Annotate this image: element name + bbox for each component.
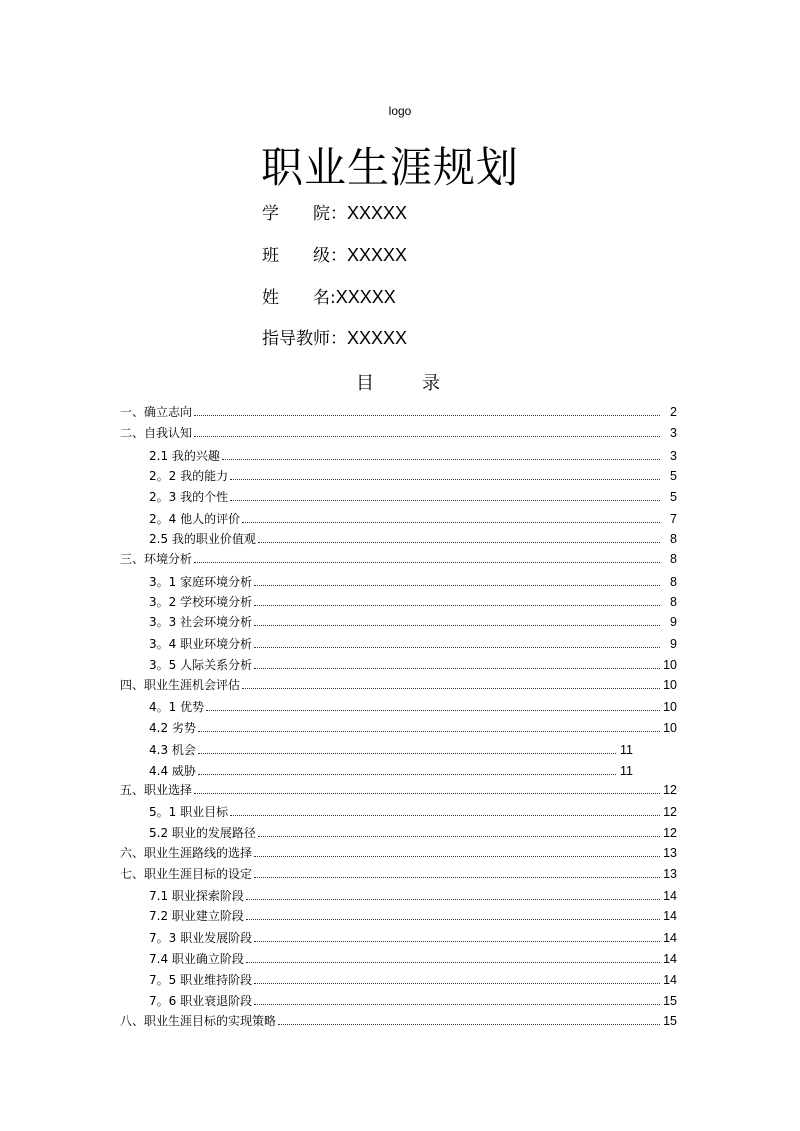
toc-entry-title: 5。1 职业目标 bbox=[149, 805, 229, 819]
toc-entry[interactable] bbox=[149, 930, 677, 946]
toc-entry-title: 7.2 职业建立阶段 bbox=[149, 909, 244, 923]
toc-entry-page-number: 14 bbox=[663, 952, 677, 966]
info-label: 学 院： bbox=[262, 204, 347, 224]
toc-entry-page-number: 15 bbox=[663, 1014, 677, 1028]
toc-dot-leader bbox=[246, 898, 660, 900]
toc-dot-leader bbox=[254, 624, 660, 626]
toc-entry[interactable] bbox=[120, 677, 677, 693]
toc-entry[interactable] bbox=[149, 448, 677, 464]
toc-dot-leader bbox=[230, 814, 660, 816]
toc-dot-leader bbox=[194, 414, 660, 416]
toc-entry[interactable] bbox=[149, 657, 677, 673]
toc-dot-leader bbox=[206, 709, 660, 711]
logo: logo bbox=[388, 104, 412, 118]
toc-dot-leader bbox=[242, 687, 660, 689]
toc-entry-page-number: 11 bbox=[620, 764, 633, 778]
info-label: 班 级： bbox=[262, 246, 347, 266]
toc-entry[interactable] bbox=[120, 425, 677, 441]
toc-heading bbox=[356, 372, 440, 396]
info-value: XXXXX bbox=[347, 245, 408, 265]
toc-entry-page-number: 13 bbox=[663, 846, 677, 860]
toc-entry-page-number: 13 bbox=[663, 867, 677, 881]
toc-entry[interactable] bbox=[120, 551, 677, 567]
toc-entry-page-number: 2 bbox=[670, 405, 677, 419]
info-value: XXXXX bbox=[335, 287, 396, 307]
toc-entry-page-number: 8 bbox=[670, 575, 677, 589]
toc-entry-title: 六、职业生涯路线的选择 bbox=[120, 846, 253, 860]
toc-entry[interactable] bbox=[149, 804, 677, 820]
toc-dot-leader bbox=[194, 792, 660, 794]
info-label: 指导教师： bbox=[262, 329, 347, 349]
toc-entry[interactable] bbox=[149, 763, 633, 779]
toc-dot-leader bbox=[258, 835, 660, 837]
toc-entry-page-number: 8 bbox=[670, 552, 677, 566]
toc-entry-title: 7.4 职业确立阶段 bbox=[149, 952, 244, 966]
toc-entry[interactable] bbox=[120, 782, 677, 798]
toc-entry-title: 八、职业生涯目标的实现策略 bbox=[120, 1014, 277, 1028]
toc-entry-page-number: 3 bbox=[670, 426, 677, 440]
toc-entry[interactable] bbox=[149, 614, 677, 630]
toc-dot-leader bbox=[258, 541, 660, 543]
info-value: XXXXX bbox=[347, 203, 408, 223]
toc-dot-leader bbox=[254, 855, 660, 857]
toc-entry[interactable] bbox=[120, 404, 677, 420]
info-row-advisor bbox=[262, 325, 407, 351]
toc-dot-leader bbox=[254, 604, 660, 606]
info-row-college bbox=[262, 200, 407, 226]
toc-entry[interactable] bbox=[149, 951, 677, 967]
toc-entry-page-number: 14 bbox=[663, 889, 677, 903]
toc-heading-char: 目 bbox=[356, 373, 374, 394]
toc-entry-title: 一、确立志向 bbox=[120, 405, 193, 419]
toc-entry[interactable] bbox=[149, 511, 677, 527]
toc-entry[interactable] bbox=[149, 908, 677, 924]
toc-entry[interactable] bbox=[149, 742, 633, 758]
toc-entry[interactable] bbox=[149, 636, 677, 652]
toc-entry-page-number: 10 bbox=[663, 658, 677, 672]
toc-dot-leader bbox=[198, 773, 616, 775]
toc-entry[interactable] bbox=[149, 594, 677, 610]
toc-entry[interactable] bbox=[120, 845, 677, 861]
info-value: XXXXX bbox=[347, 328, 408, 348]
toc-dot-leader bbox=[230, 499, 660, 501]
info-row-class bbox=[262, 242, 407, 268]
info-row-name bbox=[262, 284, 396, 310]
toc-entry-title: 2.1 我的兴趣 bbox=[149, 449, 220, 463]
toc-entry-title: 2。4 他人的评价 bbox=[149, 512, 241, 526]
toc-entry-title: 3。3 社会环境分析 bbox=[149, 615, 253, 629]
toc-entry-title: 2。3 我的个性 bbox=[149, 490, 229, 504]
toc-dot-leader bbox=[230, 478, 660, 480]
toc-entry[interactable] bbox=[149, 468, 677, 484]
toc-dot-leader bbox=[222, 458, 660, 460]
toc-entry-title: 四、职业生涯机会评估 bbox=[120, 678, 241, 692]
toc-dot-leader bbox=[254, 646, 660, 648]
toc-entry-title: 4.4 威胁 bbox=[149, 764, 196, 778]
toc-dot-leader bbox=[254, 940, 660, 942]
toc-entry-title: 7.1 职业探索阶段 bbox=[149, 889, 244, 903]
toc-entry-title: 2。2 我的能力 bbox=[149, 469, 229, 483]
toc-entry[interactable] bbox=[149, 574, 677, 590]
toc-entry-page-number: 5 bbox=[670, 469, 677, 483]
toc-dot-leader bbox=[194, 435, 660, 437]
toc-dot-leader bbox=[254, 982, 660, 984]
toc-entry-title: 3。4 职业环境分析 bbox=[149, 637, 253, 651]
toc-entry-page-number: 9 bbox=[670, 615, 677, 629]
toc-dot-leader bbox=[278, 1023, 660, 1025]
toc-entry-page-number: 7 bbox=[670, 512, 677, 526]
toc-entry-page-number: 14 bbox=[663, 931, 677, 945]
toc-entry-page-number: 10 bbox=[663, 700, 677, 714]
toc-entry[interactable] bbox=[149, 720, 677, 736]
toc-entry-page-number: 14 bbox=[663, 909, 677, 923]
toc-dot-leader bbox=[254, 667, 660, 669]
toc-entry-title: 5.2 职业的发展路径 bbox=[149, 826, 256, 840]
toc-entry-page-number: 8 bbox=[670, 595, 677, 609]
toc-entry-title: 7。3 职业发展阶段 bbox=[149, 931, 253, 945]
toc-entry[interactable] bbox=[120, 866, 677, 882]
toc-entry-title: 2.5 我的职业价值观 bbox=[149, 532, 256, 546]
toc-entry-page-number: 5 bbox=[670, 490, 677, 504]
toc-dot-leader bbox=[194, 561, 660, 563]
toc-entry-page-number: 8 bbox=[670, 532, 677, 546]
toc-entry-page-number: 14 bbox=[663, 973, 677, 987]
toc-entry-page-number: 15 bbox=[663, 994, 677, 1008]
toc-entry-title: 3。2 学校环境分析 bbox=[149, 595, 253, 609]
toc-entry[interactable] bbox=[149, 489, 677, 505]
toc-entry-page-number: 12 bbox=[663, 805, 677, 819]
toc-dot-leader bbox=[254, 1003, 660, 1005]
toc-entry-title: 4.3 机会 bbox=[149, 743, 196, 757]
toc-entry-title: 7。6 职业衰退阶段 bbox=[149, 994, 253, 1008]
toc-entry-title: 4.2 劣势 bbox=[149, 721, 196, 735]
toc-entry-title: 七、职业生涯目标的设定 bbox=[120, 867, 253, 881]
toc-entry[interactable] bbox=[149, 888, 677, 904]
toc-entry[interactable] bbox=[120, 1013, 677, 1029]
toc-entry-title: 三、环境分析 bbox=[120, 552, 193, 566]
toc-entry[interactable] bbox=[149, 699, 677, 715]
toc-entry[interactable] bbox=[149, 825, 677, 841]
toc-entry-page-number: 3 bbox=[670, 449, 677, 463]
toc-entry[interactable] bbox=[149, 972, 677, 988]
toc-dot-leader bbox=[254, 584, 660, 586]
toc-entry[interactable] bbox=[149, 993, 677, 1009]
page-title: 职业生涯规划 bbox=[260, 143, 519, 192]
toc-dot-leader bbox=[254, 876, 660, 878]
toc-heading-char: 录 bbox=[422, 373, 440, 394]
toc-dot-leader bbox=[198, 730, 660, 732]
toc-dot-leader bbox=[246, 918, 660, 920]
toc-entry-title: 7。5 职业维持阶段 bbox=[149, 973, 253, 987]
toc-entry-page-number: 10 bbox=[663, 678, 677, 692]
toc-entry-page-number: 12 bbox=[663, 783, 677, 797]
toc-entry-page-number: 10 bbox=[663, 721, 677, 735]
toc-entry-page-number: 9 bbox=[670, 637, 677, 651]
toc-entry-title: 3。5 人际关系分析 bbox=[149, 658, 253, 672]
toc-dot-leader bbox=[242, 521, 660, 523]
toc-entry-title: 二、自我认知 bbox=[120, 426, 193, 440]
toc-dot-leader bbox=[246, 961, 660, 963]
toc-entry[interactable] bbox=[149, 531, 677, 547]
toc-entry-page-number: 12 bbox=[663, 826, 677, 840]
info-label: 姓 名: bbox=[262, 288, 336, 308]
toc-entry-title: 五、职业选择 bbox=[120, 783, 193, 797]
toc-dot-leader bbox=[198, 752, 616, 754]
toc-entry-page-number: 11 bbox=[620, 743, 633, 757]
toc-entry-title: 4。1 优势 bbox=[149, 700, 205, 714]
toc-entry-title: 3。1 家庭环境分析 bbox=[149, 575, 253, 589]
